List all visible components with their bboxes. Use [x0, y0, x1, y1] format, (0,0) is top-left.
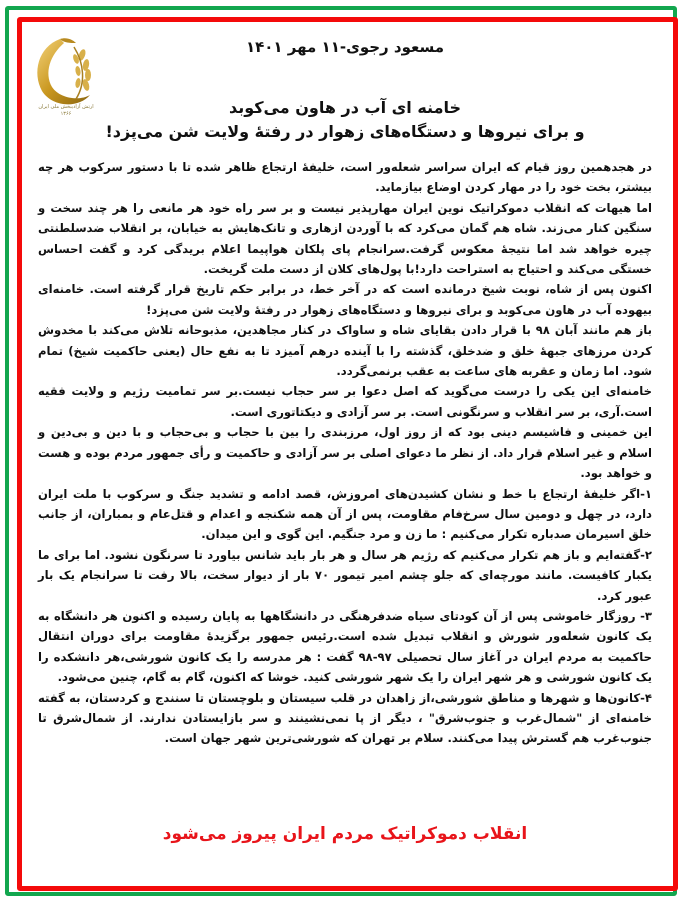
paragraph: ۱-اگر خلیفهٔ ارتجاع با خط و نشان کشیدن‌های امروزش، قصد ادامه و تشدید جنگ و سرکوب با ملت ایران دارد، در چهل و دومین سال سرخ‌فام مقاومت، پس از آن همه شکنجه و اعدام و قتل‌عام و بمباران، از جانب خلق اسیرمان صدباره تکرار می‌کنیم : ما زن و مرد جنگیم. این گوی و این میدان.: [38, 486, 652, 542]
logo-caption-year: ۱۳۶۶: [60, 111, 72, 117]
paragraph: ۲-گفته‌ایم و باز هم تکرار می‌کنیم که رژیم هر سال و هر بار باید شانس بیاورد تا سرنگون نشود. اما برای ما یکبار کافیست. مانند مورچه‌ای که جلو چشم امیر تیمور ۷۰ بار از دیوار سخت، بالا رفت تا سرانجام یک بار عبور کرد.: [38, 547, 652, 603]
logo-caption-org: ارتش آزادیبخش ملی ایران: [38, 104, 94, 110]
article-body: [38, 157, 652, 749]
paragraph: خامنه‌ای این یکی را درست می‌گوید که اصل دعوا بر سر حجاب نیست.بر سر تمامیت رژیم و ولایت فقیه است.آری، بر سر انقلاب و سرنگونی است. بر سر آزادی و دیکتاتوری است.: [38, 384, 652, 419]
headline-line-2: و برای نیروها و دستگاه‌های زهوار در رفتهٔ ولایت شن می‌پزد!: [105, 122, 585, 141]
paragraph: باز هم مانند آبان ۹۸ با قرار دادن بقایای شاه و ساواک در کنار مجاهدین، مذبوحانه تلاش می‌کند با مخدوش کردن مرزهای جبههٔ خلق و ضدخلق، گذشته را با آینده درهم آمیزد تا به نفع حال (یعنی حاکمیت شیخ) تمام شود. اما زمان و عقربه های ساعت به عقب برنمی‌گردد.: [38, 323, 652, 379]
paragraph: ۳- روزگار خاموشی پس از آن کودتای سیاه ضدفرهنگی در دانشگاهها به پایان رسیده و اکنون هر دانشگاه به یک کانون شعله‌ور شورش و انقلاب تبدیل شده است.رئیس جمهور برگزیدهٔ مقاومت برای دوران انتقال حاکمیت به مردم ایران در آغاز سال تحصیلی ۹۷-۹۸ گفت : هر مدرسه را یک کانون شورشی،هر دانشکده را یک کانون شورشی و هر شهر ایران را یک شهر شورشی کنید. خوشا که اکنون، گام به گام، چنین می‌شود.: [38, 608, 652, 685]
closing-slogan: انقلاب دموکراتیک مردم ایران پیروز می‌شود: [162, 824, 528, 844]
paragraph: این خمینی و فاشیسم دینی بود که از روز اول، مرزبندی را بین با حجاب و بی‌حجاب و با دین و بی‌دین و اسلام و غیر اسلام قرار داد. از نظر ما دعوای اصلی بر سر آزادی و حاکمیت و رأی جمهور مردم بوده و هست و خواهد بود.: [38, 425, 652, 481]
paragraph: اکنون پس از شاه، نوبت شیخ درمانده است که در آخر خط، در برابر حکم تاریخ قرار گرفته است. خامنه‌ای بیهوده آب در هاون می‌کوبد و برای نیروها و دستگاه‌های زهوار در رفتهٔ ولایت شن می‌پزد!: [38, 282, 652, 317]
paragraph: ۴-کانون‌ها و شهرها و مناطق شورشی،از زاهدان در قلب سیستان و بلوچستان تا سنندج و کردستان، به گفته خامنه‌ای از "شمال‌غرب و جنوب‌شرق" ، دیگر از پا نمی‌نشینند و سر بازایستادن ندارند. از شمال‌شرق تا جنوب‌غرب هم گسترش پیدا می‌کنند. سلام بر تهران که شورشی‌ترین شهر جهان است.: [38, 690, 652, 746]
paragraph: اما هیهات که انقلاب دموکراتیک نوین ایران مهارپذیر نیست و بر سر راه خود هر مانعی را هر چند سخت و سنگین کنار می‌زند. شاه هم گمان می‌کرد که با آوردن ازهاری و تانک‌هایش به خیابان، بر انقلاب ضدسلطنتی چیره خواهد شد اما نتیجهٔ معکوس گرفت.سرانجام پای پلکان هواپیما اعلام بریدگی کرد و گفت احساس خستگی می‌کند و احتیاج به استراحت دارد!با پول‌های کلان از دست ملت گریخت.: [38, 200, 652, 277]
paragraph: در هجدهمین روز قیام که ایران سراسر شعله‌ور است، خلیفهٔ ارتجاع ظاهر شده تا با دستور سرکوب هر چه بیشتر، بخت خود را در مهار کردن اوضاع بیازماید.: [38, 160, 652, 195]
author-date: مسعود رجوی-۱۱ مهر ۱۴۰۱: [245, 38, 445, 56]
headline-line-1: خامنه ای آب در هاون می‌کوبد: [228, 98, 462, 117]
